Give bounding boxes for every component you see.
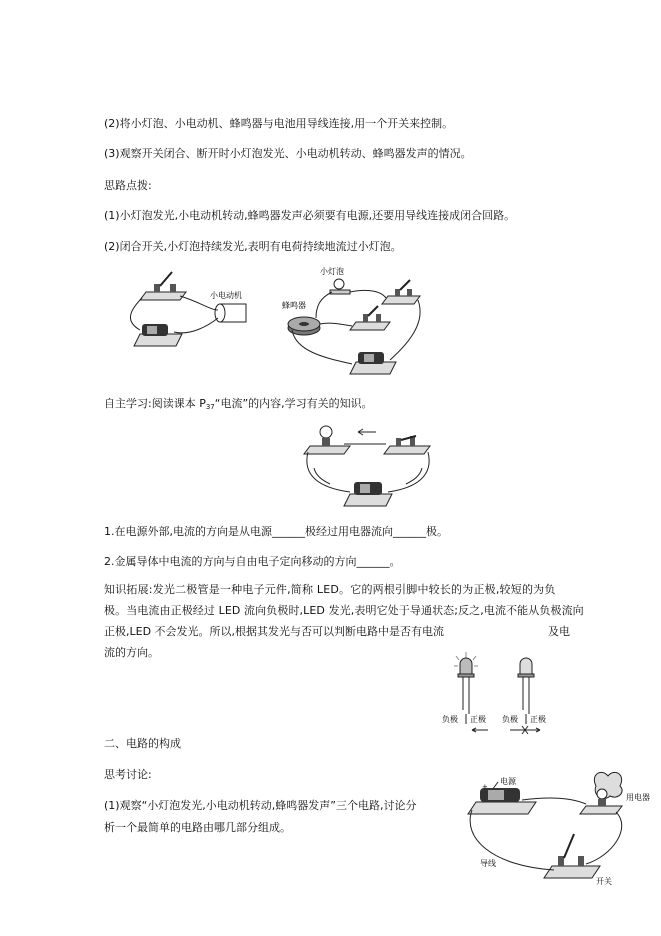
hint-title: 思路点拨: (104, 179, 152, 192)
knowledge-line-1: 知识拓展:发光二极管是一种电子元件,简称 LED。它的两根引脚中较长的为正极,较短的为负 (104, 583, 556, 596)
led-unlit (518, 658, 534, 714)
step-3-text: (3)观察开关闭合、断开时小灯泡发光、小电动机转动、蜂鸣器发声的情况。 (104, 147, 472, 160)
current-direction-figure (300, 422, 440, 512)
knowledge-line-3-right: 及电 (548, 625, 570, 638)
battery (468, 783, 536, 814)
positive-label-1: 正极 (470, 715, 486, 724)
knowledge-line-3-left: 正极,LED 不会发光。所以,根据其发光与否可以判断电路中是否有电流 (104, 625, 445, 638)
switch-left (140, 272, 186, 300)
wire-label: 导线 (480, 859, 496, 868)
motor-buzzer-bulb-figure (120, 262, 440, 382)
switch-label: 开关 (596, 877, 612, 886)
knowledge-line-4: 流的方向。 (104, 646, 159, 659)
battery-left (134, 324, 182, 346)
self-study-text (104, 396, 373, 415)
bulb-board (304, 426, 350, 454)
question-1: 1.在电源外部,电流的方向是从电源______极经过用电器流向______极。 (104, 525, 448, 538)
positive-label-2: 正极 (530, 715, 546, 724)
led-current-arrow (472, 728, 488, 732)
hint-1-text: (1)小灯泡发光,小电动机转动,蜂鸣器发声必须要有电源,还要用导线连接成闭合回路。 (104, 209, 516, 222)
switch-board (384, 436, 430, 454)
discuss-q1-line-1: (1)观察“小灯泡发光,小电动机转动,蜂鸣器发声”三个电路,讨论分 (104, 799, 417, 812)
discuss-q1-line-2: 析一个最简单的电路由哪几部分组成。 (104, 821, 291, 834)
buzzer-label: 蜂鸣器 (282, 301, 306, 310)
current-arrow-left (314, 468, 330, 484)
self-study-prefix: 自主学习:阅读课本 P (104, 397, 206, 410)
knowledge-line-2: 极。当电流由正极经过 LED 流向负极时,LED 发光,表明它处于导通状态;反之,电流不能从负极流向 (104, 604, 584, 617)
led-lit (454, 652, 478, 714)
motor-label: 小电动机 (210, 291, 242, 300)
negative-label-1: 负极 (442, 715, 458, 724)
circuit-components-figure (462, 768, 652, 888)
led-figure (436, 650, 566, 738)
discuss-title: 思考讨论: (104, 768, 152, 781)
switch-right-top (382, 280, 420, 304)
self-study-suffix: “电流”的内容,学习有关的知识。 (214, 397, 373, 410)
negative-label-2: 负极 (502, 715, 518, 724)
source-label: 电源 (500, 777, 516, 786)
motor (215, 304, 246, 322)
appliance-label: 用电器 (626, 793, 650, 802)
battery-board (344, 482, 392, 506)
battery-right (350, 352, 396, 374)
question-2: 2.金属导体中电流的方向与自由电子定向移动的方向______。 (104, 555, 401, 568)
section-2-title: 二、电路的构成 (104, 737, 181, 750)
current-arrow-right (406, 468, 422, 484)
bulb-label: 小灯泡 (320, 267, 344, 276)
switch-right-mid (350, 306, 390, 330)
page-subscript: 37 (205, 403, 215, 411)
bulb (330, 279, 350, 294)
step-2-text: (2)将小灯泡、小电动机、蜂鸣器与电池用导线连接,用一个开关来控制。 (104, 117, 454, 130)
hint-2-text: (2)闭合开关,小灯泡持续发光,表明有电荷持续地流过小灯泡。 (104, 240, 402, 253)
switch (544, 834, 600, 878)
appliance-bulb (580, 772, 622, 814)
svg-text:+: + (482, 783, 488, 791)
